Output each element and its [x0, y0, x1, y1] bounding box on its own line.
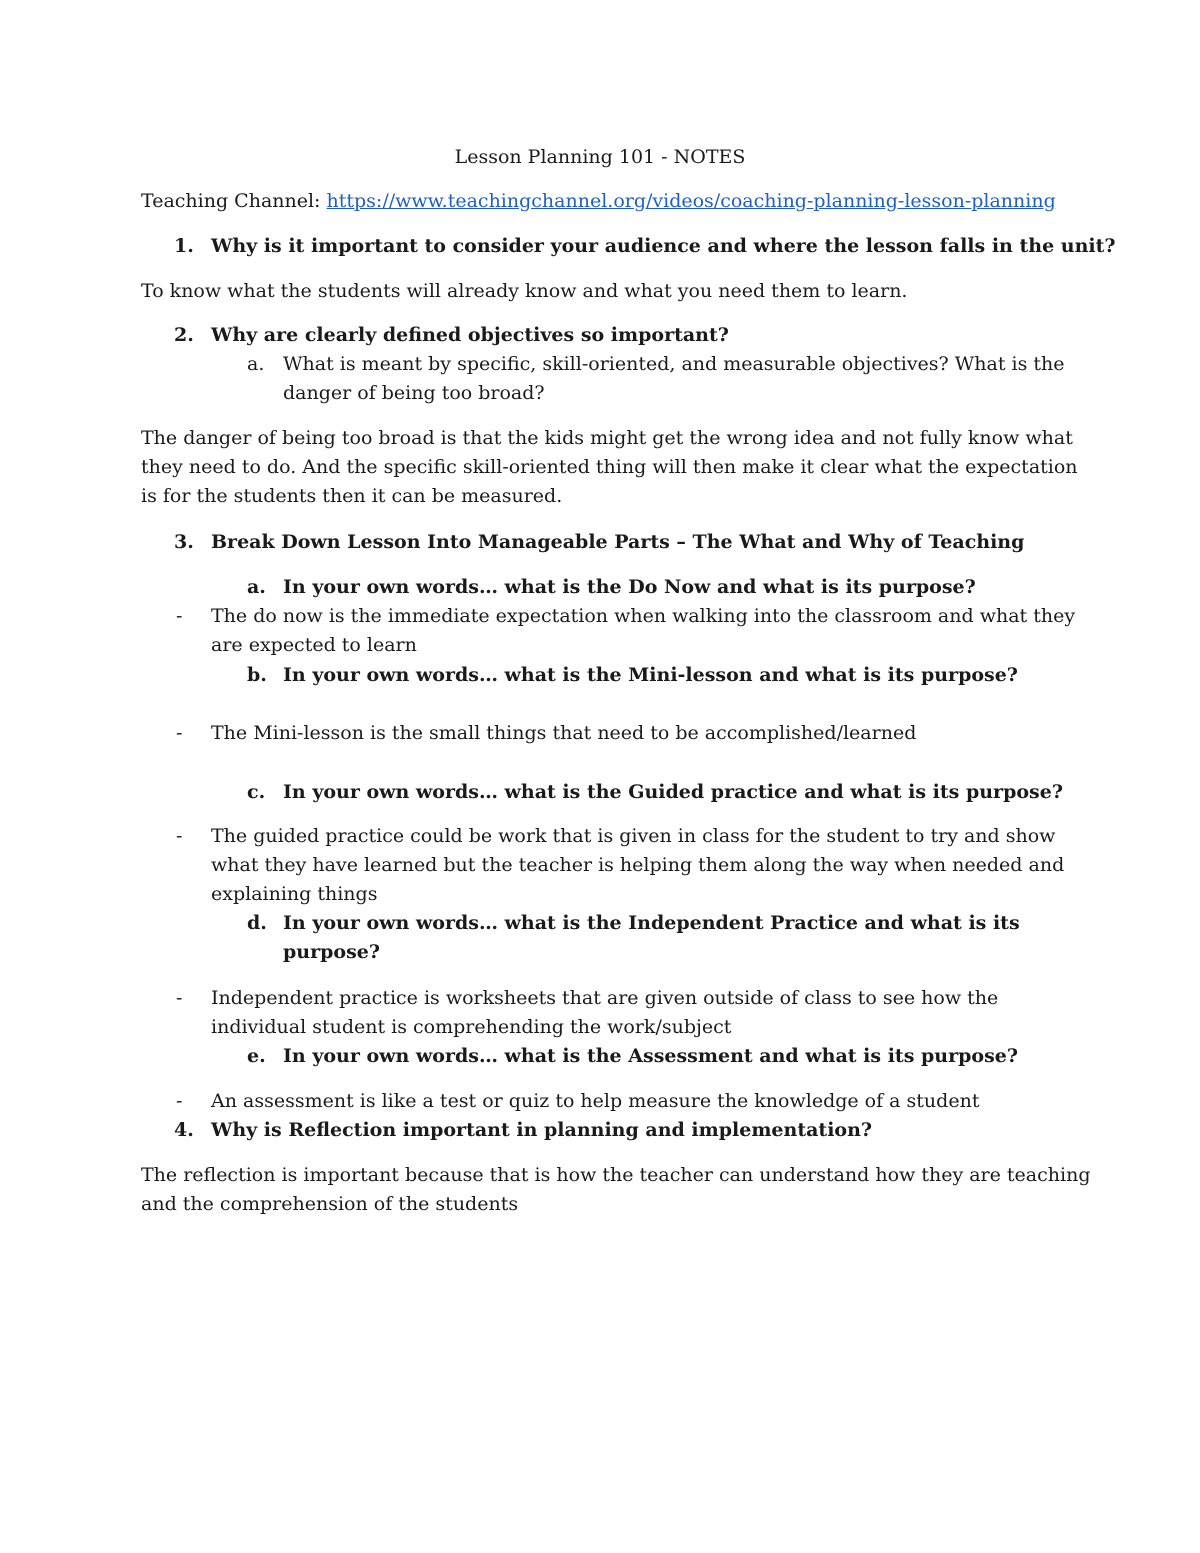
q3-b-dash: -	[176, 722, 183, 744]
q3-d-answer-line1: Independent practice is worksheets that are given outside of class to see how the	[211, 987, 999, 1009]
q3-e-label: e.	[247, 1045, 266, 1067]
q3-a-question: In your own words… what is the Do Now and what is its purpose?	[283, 576, 976, 598]
source-label: Teaching Channel:	[141, 190, 321, 212]
q3-d-label: d.	[247, 912, 267, 934]
q3-b-answer-line1: The Mini-lesson is the small things that need to be accomplished/learned	[211, 722, 917, 744]
q3-c-question: In your own words… what is the Guided practice and what is its purpose?	[283, 781, 1063, 803]
q3-a-label: a.	[247, 576, 266, 598]
q1-question: Why is it important to consider your audience and where the lesson falls in the unit?	[211, 235, 1116, 257]
q2-question: Why are clearly defined objectives so important?	[211, 324, 729, 346]
q2-sub-a-label: a.	[247, 353, 265, 375]
q2-answer-line1: The danger of being too broad is that the kids might get the wrong idea and not fully know what	[141, 427, 1073, 449]
q1-number: 1.	[174, 235, 194, 257]
q3-question: Break Down Lesson Into Manageable Parts – The What and Why of Teaching	[211, 531, 1025, 553]
q3-c-label: c.	[247, 781, 266, 803]
q3-b-question: In your own words… what is the Mini-lesson and what is its purpose?	[283, 664, 1018, 686]
q3-d-question-line2: purpose?	[283, 941, 380, 963]
q2-answer-line3: is for the students then it can be measured.	[141, 485, 563, 507]
q2-answer-line2: they need to do. And the specific skill-oriented thing will then make it clear what the expectation	[141, 456, 1078, 478]
q3-a-answer-line2: are expected to learn	[211, 634, 417, 656]
q3-e-dash: -	[176, 1090, 183, 1112]
q4-answer-line2: and the comprehension of the students	[141, 1193, 519, 1215]
q3-e-answer-line1: An assessment is like a test or quiz to help measure the knowledge of a student	[211, 1090, 980, 1112]
source-link[interactable]: https://www.teachingchannel.org/videos/coaching-planning-lesson-planning	[326, 190, 1056, 212]
q3-number: 3.	[174, 531, 194, 553]
q3-b-label: b.	[247, 664, 267, 686]
q3-d-question-line1: In your own words… what is the Independent Practice and what is its	[283, 912, 1020, 934]
q3-c-answer-line2: what they have learned but the teacher is helping them along the way when needed and	[211, 854, 1065, 876]
q3-d-answer-line2: individual student is comprehending the work/subject	[211, 1016, 732, 1038]
q3-c-answer-line3: explaining things	[211, 883, 378, 905]
q3-e-question: In your own words… what is the Assessment and what is its purpose?	[283, 1045, 1018, 1067]
q1-answer: To know what the students will already know and what you need them to learn.	[141, 280, 908, 302]
page-title: Lesson Planning 101 - NOTES	[454, 146, 746, 168]
q2-sub-a-line1: What is meant by specific, skill-oriented, and measurable objectives? What is the	[283, 353, 1065, 375]
source-line	[141, 187, 1056, 216]
q2-number: 2.	[174, 324, 194, 346]
q3-a-answer-line1: The do now is the immediate expectation when walking into the classroom and what they	[211, 605, 1076, 627]
q4-question: Why is Reflection important in planning and implementation?	[211, 1119, 873, 1141]
q3-c-answer-line1: The guided practice could be work that is given in class for the student to try and show	[211, 825, 1056, 847]
q3-a-dash: -	[176, 605, 183, 627]
q4-answer-line1: The reflection is important because that is how the teacher can understand how they are teaching	[141, 1164, 1091, 1186]
q4-number: 4.	[174, 1119, 194, 1141]
q3-d-dash: -	[176, 987, 183, 1009]
q3-c-dash: -	[176, 825, 183, 847]
q2-sub-a-line2: danger of being too broad?	[283, 382, 545, 404]
